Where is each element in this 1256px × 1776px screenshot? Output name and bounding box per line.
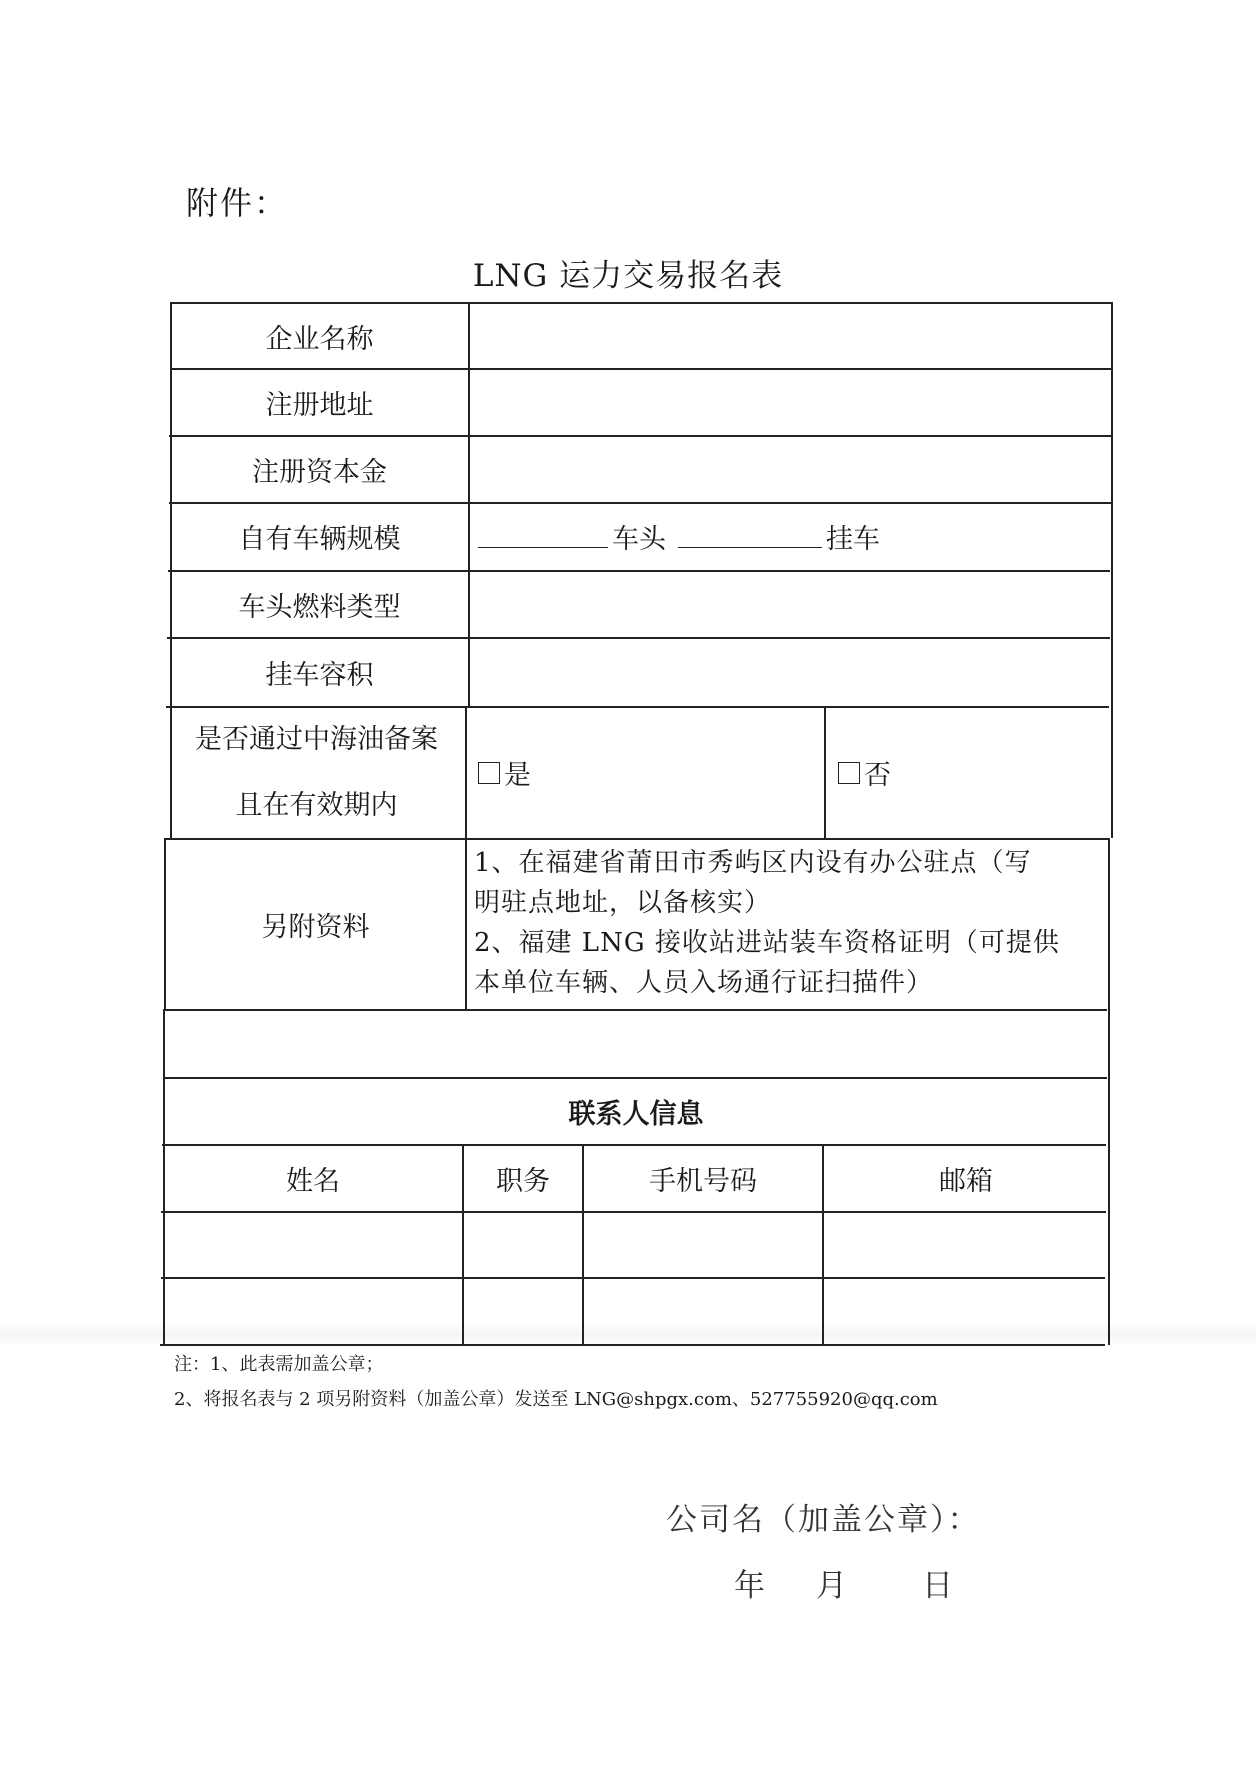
option-no[interactable]	[838, 707, 891, 838]
option-no-label: 否	[864, 760, 891, 791]
form-title: LNG 运力交易报名表	[472, 258, 784, 294]
option-yes[interactable]	[478, 707, 531, 838]
table-line	[465, 706, 467, 1009]
fleet-size-fields	[478, 503, 1098, 570]
table-line	[1108, 838, 1110, 1345]
additional-materials-label: 另附资料	[261, 911, 370, 943]
trailer-count-blank[interactable]	[678, 525, 822, 548]
registered-capital-label: 注册资本金	[252, 456, 387, 488]
fuel-type-label: 车头燃料类型	[238, 591, 401, 623]
table-line	[824, 706, 826, 838]
trailer-suffix: 挂车	[826, 524, 880, 555]
yes-checkbox[interactable]	[478, 762, 500, 784]
attach-line-2: 明驻点地址，以备核实）	[474, 888, 772, 918]
company-name-label: 企业名称	[265, 323, 374, 355]
tractor-suffix: 车头	[612, 524, 666, 555]
contact-phone-cell[interactable]	[584, 1278, 822, 1344]
table-line	[160, 1344, 1105, 1346]
contact-phone-cell[interactable]	[584, 1212, 822, 1277]
contact-email-cell[interactable]	[824, 1278, 1108, 1344]
attachment-label: 附件：	[186, 184, 289, 222]
contact-name-cell[interactable]	[164, 1278, 462, 1344]
cnooc-record-label	[168, 707, 465, 838]
trailer-capacity-label: 挂车容积	[265, 659, 374, 691]
additional-materials-list	[474, 843, 1108, 1003]
cnooc-record-label-line1: 是否通过中海油备案	[195, 723, 438, 755]
contact-position-cell[interactable]	[464, 1212, 582, 1277]
col-email-header: 邮箱	[939, 1165, 993, 1197]
option-yes-label: 是	[504, 760, 531, 791]
attach-line-3: 2、福建 LNG 接收站进站装车资格证明（可提供	[474, 928, 1060, 958]
contact-position-cell[interactable]	[464, 1278, 582, 1344]
tractor-count-blank[interactable]	[478, 525, 608, 548]
contact-section-title: 联系人信息	[568, 1098, 704, 1130]
registered-address-field[interactable]	[470, 370, 1110, 434]
registered-capital-field[interactable]	[470, 437, 1110, 501]
no-checkbox[interactable]	[838, 762, 860, 784]
date-year: 年	[734, 1568, 767, 1604]
date-month: 月	[816, 1568, 849, 1604]
col-position-header: 职务	[496, 1165, 550, 1197]
note-line-1: 注：1、此表需加盖公章；	[174, 1354, 384, 1375]
table-line	[1111, 302, 1113, 838]
fleet-size-label: 自有车辆规模	[238, 524, 401, 555]
contact-email-cell[interactable]	[824, 1212, 1108, 1277]
col-name-header: 姓名	[286, 1165, 340, 1197]
col-phone-header: 手机号码	[649, 1165, 757, 1197]
registered-address-label: 注册地址	[265, 389, 374, 421]
blank-row[interactable]	[166, 1011, 1106, 1076]
company-name-field[interactable]	[470, 304, 1110, 367]
fuel-type-field[interactable]	[470, 572, 1110, 636]
attach-line-4: 本单位车辆、人员入场通行证扫描件）	[474, 968, 934, 998]
date-day: 日	[922, 1568, 955, 1604]
cnooc-record-label-line2: 且在有效期内	[235, 789, 398, 821]
attach-line-1: 1、在福建省莆田市秀屿区内设有办公驻点（写	[474, 848, 1032, 878]
trailer-capacity-field[interactable]	[470, 639, 1110, 705]
note-line-2: 2、将报名表与 2 项另附资料（加盖公章）发送至 LNG@shpgx.com、527755920@qq.com	[174, 1389, 938, 1410]
contact-name-cell[interactable]	[164, 1212, 462, 1277]
company-seal-label: 公司名（加盖公章）：	[666, 1502, 981, 1538]
